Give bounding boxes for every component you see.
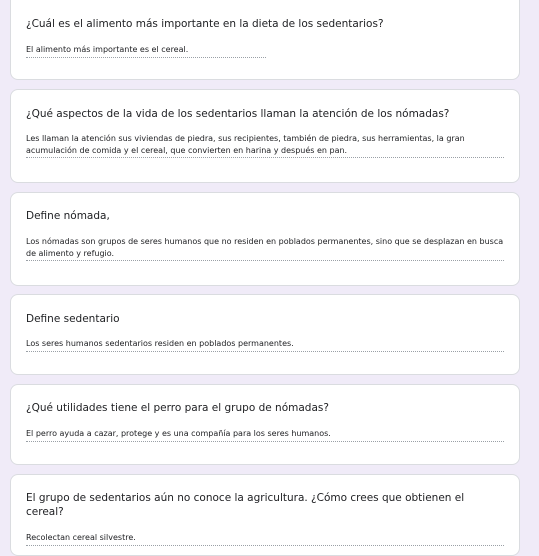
answer-text[interactable]: Los seres humanos sedentarios residen en poblados permanentes. [26,338,504,352]
question-card [10,0,520,80]
answer-text[interactable]: Los nómadas son grupos de seres humanos que no residen en poblados permanentes, sino que se desplazan en busca de alimento y refugio. [26,236,504,261]
answer-text[interactable]: Les llaman la atención sus viviendas de piedra, sus recipientes, también de piedra, sus herramientas, la gran acumulación de comida y el cereal, que convierten en harina y después en pan. [26,133,504,158]
question-card [10,192,520,286]
question-text: ¿Cuál es el alimento más importante en la dieta de los sedentarios? [26,18,384,30]
question-text: Define sedentario [26,313,120,325]
question-card [10,384,520,465]
question-text: ¿Qué aspectos de la vida de los sedentarios llaman la atención de los nómadas? [26,108,450,120]
question-text: El grupo de sedentarios aún no conoce la agricultura. ¿Cómo crees que obtienen el cereal? [26,492,465,518]
question-text: ¿Qué utilidades tiene el perro para el grupo de nómadas? [26,402,329,414]
question-text: Define nómada, [26,210,110,222]
question-card [10,294,520,375]
answer-text[interactable]: El alimento más importante es el cereal. [26,44,266,58]
question-card [10,89,520,183]
question-card [10,474,520,556]
answer-text[interactable]: Recolectan cereal silvestre. [26,532,504,546]
answer-text[interactable]: El perro ayuda a cazar, protege y es una compañía para los seres humanos. [26,428,504,442]
